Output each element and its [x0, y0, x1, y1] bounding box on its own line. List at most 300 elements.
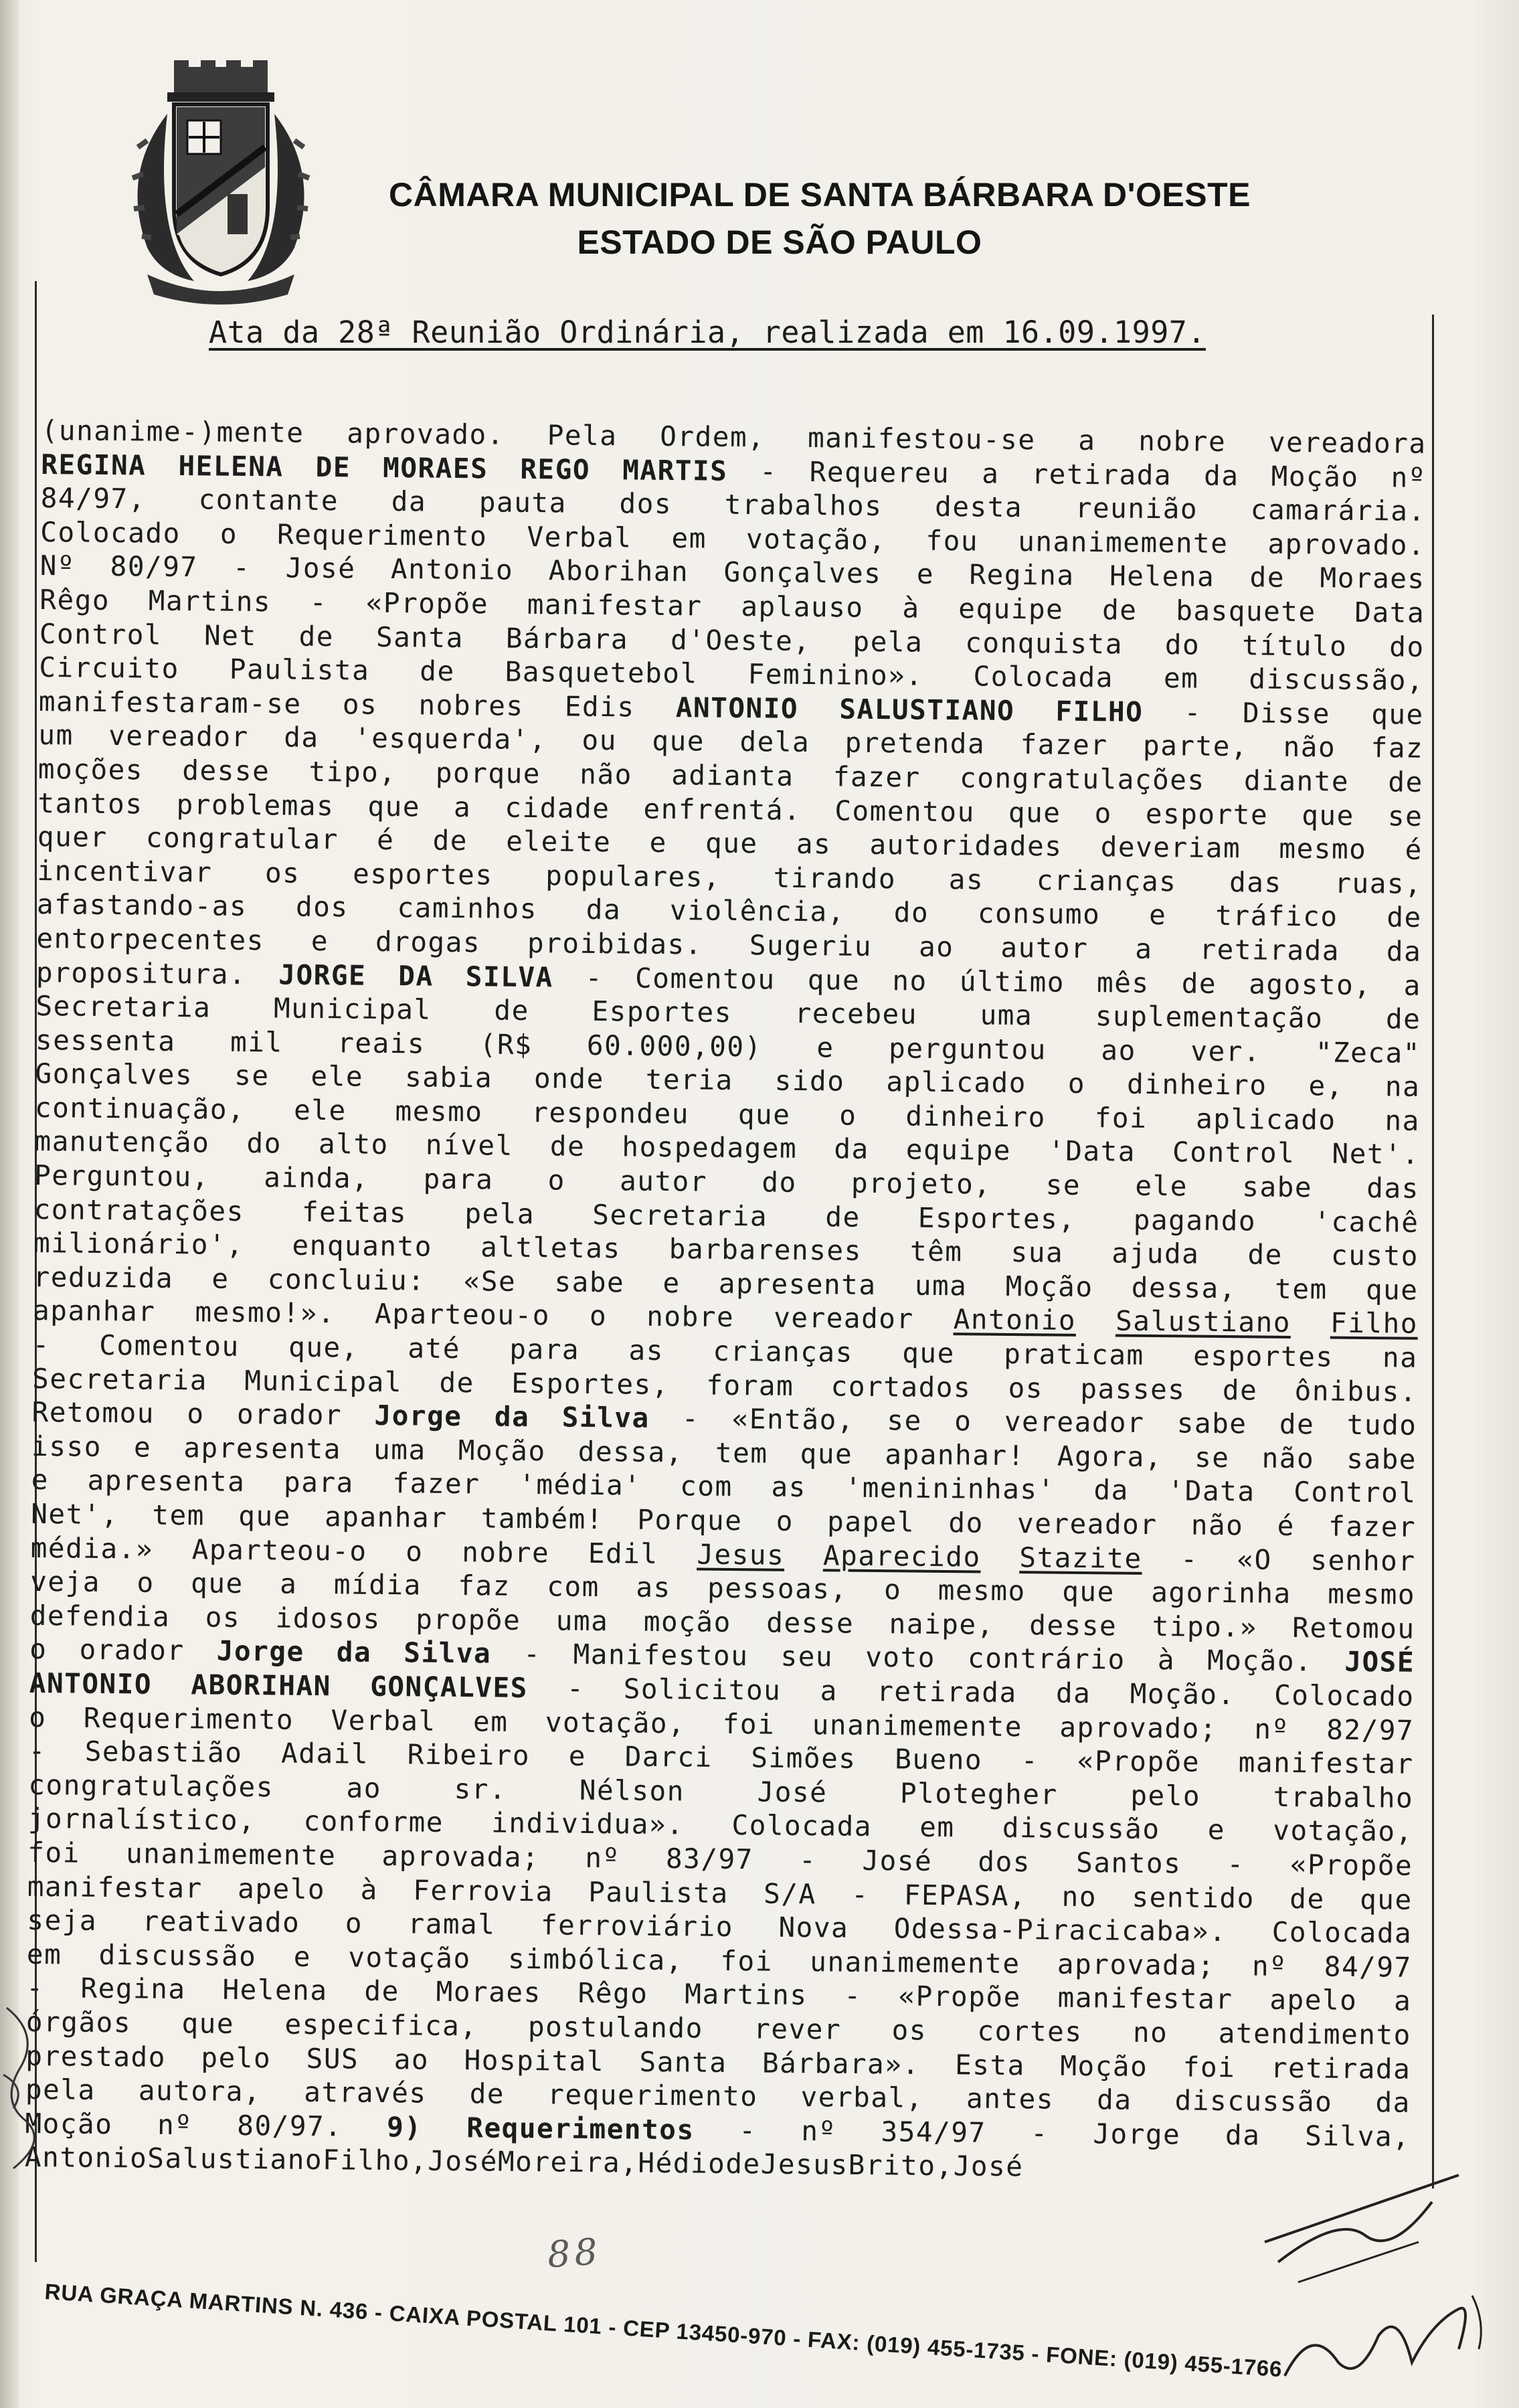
- word: do: [246, 1127, 282, 1160]
- word: proibidas.: [527, 926, 703, 961]
- word: da: [1055, 1676, 1091, 1710]
- word: mesmo: [937, 1574, 1026, 1608]
- word: Moção: [1271, 460, 1359, 493]
- word: a: [1403, 969, 1422, 1002]
- word: Filho,: [322, 2144, 428, 2177]
- word: vereador: [1016, 1507, 1158, 1541]
- word: -: [566, 1672, 585, 1705]
- institution-name: CÂMARA MUNICIPAL DE SANTA BÁRBARA D'OESTE: [389, 176, 1251, 213]
- word: faz: [1370, 732, 1424, 765]
- word: se: [234, 1059, 270, 1092]
- word: mesmo: [1279, 832, 1367, 866]
- word: mesmo!».: [195, 1296, 336, 1330]
- word: Colocada: [973, 660, 1114, 694]
- word: mesmo: [395, 1094, 483, 1128]
- bold-name: MORAES: [382, 451, 488, 485]
- word: que,: [288, 1330, 359, 1364]
- word: vereador: [1004, 1405, 1145, 1440]
- word: postulando: [527, 2010, 704, 2045]
- word: violência,: [669, 894, 846, 928]
- word: propositura.: [35, 956, 247, 991]
- word: sabia: [404, 1061, 493, 1094]
- word: Santa: [375, 620, 464, 654]
- word: Paulista: [229, 653, 370, 687]
- word: das: [1366, 1172, 1420, 1205]
- word: parte,: [1142, 729, 1249, 763]
- word: e: [1148, 899, 1167, 932]
- word: Ribeiro: [407, 1738, 531, 1772]
- word: populares,: [545, 859, 721, 893]
- word: porque: [435, 756, 541, 790]
- word: Regina: [80, 1972, 186, 2006]
- word: Comentou: [634, 962, 776, 996]
- word: «Propõe: [898, 1980, 1022, 2014]
- word: requerimento: [547, 2078, 758, 2113]
- word: que: [181, 2007, 235, 2040]
- word: o: [776, 1504, 794, 1537]
- word: pela: [853, 625, 923, 659]
- word: ou: [582, 724, 618, 757]
- word: de: [1247, 1238, 1283, 1272]
- word: e: [293, 1940, 312, 1973]
- word: Darci: [624, 1740, 713, 1774]
- word: e: [568, 1739, 587, 1773]
- word: reunião: [1075, 492, 1198, 525]
- word: Esportes,: [917, 1201, 1076, 1235]
- word: que: [652, 725, 705, 758]
- word: Nélson: [579, 1774, 685, 1808]
- word: Agora,: [1057, 1440, 1163, 1473]
- word: que: [1008, 796, 1061, 829]
- word: uma: [555, 1604, 609, 1637]
- bold-name: Requerimentos: [466, 2111, 695, 2146]
- word: Moção: [1005, 1270, 1093, 1303]
- word: d'Oeste,: [670, 623, 811, 657]
- word: Bueno: [894, 1743, 983, 1776]
- word: a: [820, 1674, 838, 1707]
- word: Esta: [954, 2048, 1026, 2081]
- word: sr.: [454, 1772, 507, 1806]
- word: com: [679, 1470, 733, 1503]
- word: do: [1389, 630, 1425, 663]
- word: Colocada: [731, 1809, 873, 1843]
- word: ao: [918, 930, 954, 964]
- word: "Zeca": [1315, 1036, 1421, 1069]
- word: Manifestou: [573, 1638, 749, 1672]
- word: 354/97: [881, 2115, 986, 2149]
- word: votação,: [1273, 1814, 1413, 1848]
- word: continuação,: [34, 1091, 246, 1126]
- word: em: [472, 1705, 509, 1738]
- word: pessoas,: [707, 1571, 848, 1606]
- word: da: [283, 721, 319, 754]
- word: Nº: [39, 549, 76, 582]
- word: cortes: [977, 2014, 1083, 2048]
- word: problemas: [176, 788, 335, 822]
- word: aplicado: [1195, 1102, 1336, 1136]
- word: nº: [801, 2114, 836, 2148]
- word: os: [891, 2014, 927, 2047]
- word: autor: [619, 1165, 708, 1198]
- word: em: [1163, 662, 1199, 695]
- word: manifestou-se: [807, 421, 1036, 456]
- word: o: [406, 1535, 424, 1568]
- word: equipe: [905, 1133, 1012, 1167]
- word: FEPASA,: [903, 1879, 1027, 1912]
- word: autora,: [138, 2074, 262, 2108]
- word: 'Data: [1167, 1474, 1255, 1508]
- word: reduzida: [33, 1260, 174, 1294]
- word: um: [38, 719, 74, 752]
- word: fazer: [1328, 1510, 1417, 1543]
- word: média.»: [30, 1531, 154, 1565]
- word: a: [1078, 424, 1096, 457]
- word: Secretaria: [35, 990, 211, 1024]
- word: sabe: [554, 1266, 625, 1299]
- word: congratular: [145, 821, 339, 856]
- word: verbal,: [800, 2081, 924, 2114]
- word: ao: [1101, 1033, 1137, 1067]
- word: nº: [157, 2108, 193, 2141]
- word: foi: [1182, 2050, 1236, 2083]
- word: perguntou: [888, 1031, 1047, 1066]
- word: S/A: [763, 1877, 816, 1910]
- word: Esportes,: [511, 1367, 670, 1401]
- word: na: [1384, 1070, 1421, 1104]
- word: -: [1031, 2116, 1049, 2150]
- word: SUS: [306, 2042, 359, 2075]
- word: alto: [318, 1128, 389, 1161]
- word: manifestar: [27, 1870, 203, 1904]
- word: uma: [980, 999, 1033, 1032]
- word: apanhar!: [885, 1438, 1026, 1472]
- word: nível: [425, 1129, 514, 1163]
- word: de: [420, 655, 455, 688]
- bold-name: REGO: [520, 452, 591, 486]
- word: apelo: [237, 1872, 326, 1905]
- word: Salustiano: [147, 2142, 323, 2176]
- right-margin-rule: [1432, 315, 1434, 2188]
- word: Feminino».: [747, 658, 923, 692]
- word: pela: [25, 2073, 96, 2106]
- word: 60.000,00): [586, 1029, 763, 1063]
- word: nº: [585, 1841, 620, 1875]
- word: Municipal: [273, 992, 432, 1026]
- word: também!: [480, 1502, 604, 1536]
- word: manifestar: [1238, 1746, 1414, 1780]
- word: Solicitou: [623, 1672, 782, 1707]
- word: pelo: [201, 2041, 272, 2074]
- word: quer: [37, 821, 108, 854]
- word: milionário',: [33, 1227, 244, 1262]
- word: Verbal: [331, 1703, 436, 1737]
- underlined-name: Salustiano: [1115, 1304, 1291, 1339]
- word: nobre: [646, 1300, 735, 1334]
- word: dos: [619, 487, 673, 521]
- word: crianças: [713, 1335, 854, 1369]
- word: barbarenses: [668, 1233, 863, 1268]
- word: último: [959, 964, 1065, 999]
- word: e,: [1308, 1069, 1344, 1103]
- word: Martins: [685, 1978, 808, 2012]
- word: tem: [715, 1436, 768, 1470]
- word: foram: [706, 1369, 794, 1402]
- word: o: [29, 1633, 48, 1666]
- word: o: [1067, 1067, 1086, 1100]
- word: -: [309, 586, 328, 619]
- word: altletas: [480, 1231, 621, 1265]
- word: dos: [295, 890, 349, 924]
- word: antes: [966, 2082, 1055, 2116]
- word: trabalhos: [724, 488, 883, 523]
- word: Net'.: [1332, 1138, 1420, 1171]
- word: fazer: [1020, 728, 1108, 762]
- word: «O: [1237, 1543, 1272, 1576]
- margin-signature-icon: [0, 1994, 54, 2195]
- word: apresenta: [87, 1464, 246, 1498]
- word: voto: [865, 1641, 936, 1674]
- word: através: [304, 2075, 427, 2110]
- word: o: [219, 517, 238, 550]
- word: foi: [720, 1944, 774, 1978]
- word: é: [1277, 1509, 1295, 1543]
- word: manifestar: [1057, 1982, 1233, 2016]
- word: Bárbara».: [762, 2046, 920, 2081]
- word: que: [807, 963, 861, 997]
- word: -: [232, 551, 251, 584]
- bold-name: DA: [398, 959, 434, 993]
- word: aprovada;: [1057, 1948, 1215, 1982]
- word: -: [798, 1843, 817, 1877]
- word: desse: [1029, 1609, 1118, 1642]
- word: unanimemente: [812, 1708, 1023, 1743]
- word: à: [1157, 1644, 1176, 1676]
- word: idosos: [275, 1602, 381, 1635]
- word: equipe: [958, 592, 1064, 626]
- word: o: [547, 1164, 566, 1197]
- word: recebeu: [794, 997, 918, 1031]
- word: ruas,: [1334, 867, 1423, 900]
- word: em: [671, 521, 707, 555]
- word: esporte: [1145, 797, 1269, 831]
- word: Verbal: [527, 520, 632, 554]
- bold-name: JOSÉ: [1344, 1646, 1415, 1679]
- word: não: [579, 758, 633, 791]
- word: Sebastião: [84, 1735, 243, 1770]
- word: pelo: [1130, 1779, 1201, 1812]
- word: da: [1093, 1474, 1130, 1507]
- word: Bárbara: [505, 622, 629, 655]
- word: de: [432, 824, 468, 857]
- word: de: [1385, 1003, 1421, 1035]
- word: 80/97.: [237, 2109, 343, 2143]
- word: «Propõe: [365, 586, 489, 620]
- word: tudo: [1346, 1409, 1417, 1442]
- word: agosto,: [1248, 967, 1372, 1001]
- word: Pela: [547, 419, 618, 452]
- word: título: [1241, 628, 1348, 663]
- bold-name: Jorge: [374, 1399, 462, 1433]
- word: à: [902, 592, 920, 624]
- word: dela: [739, 725, 810, 759]
- bold-name: JORGE: [278, 958, 367, 992]
- word: sua: [1010, 1236, 1064, 1269]
- word: e: [662, 1266, 681, 1300]
- word: -: [739, 2114, 757, 2147]
- word: nº: [1254, 1713, 1290, 1745]
- word: rever: [753, 2012, 842, 2046]
- word: de: [549, 1130, 586, 1163]
- word: congratulações: [959, 762, 1205, 796]
- word: deveriam: [1100, 831, 1241, 865]
- word: Aborihan: [548, 554, 689, 588]
- word: da: [391, 485, 427, 518]
- word: desse: [766, 1606, 855, 1640]
- word: prestado: [25, 2039, 167, 2073]
- word: de: [298, 620, 335, 653]
- bold-name: DE: [315, 450, 351, 484]
- word: tirando: [773, 861, 897, 895]
- word: a: [453, 790, 472, 823]
- word: agorinha: [1151, 1576, 1291, 1610]
- word: foi: [1094, 1102, 1148, 1134]
- word: -: [851, 1878, 869, 1911]
- word: as: [628, 1334, 664, 1367]
- bold-name: REGINA: [41, 448, 147, 482]
- word: Brito,: [848, 2148, 954, 2182]
- word: isso: [31, 1430, 102, 1463]
- word: da: [1225, 2118, 1261, 2152]
- word: não: [1283, 731, 1336, 764]
- word: orador: [79, 1634, 185, 1667]
- word: de: [1279, 1408, 1315, 1441]
- word: -: [26, 1972, 44, 2004]
- word: naipe,: [889, 1608, 995, 1641]
- word: dinheiro: [1126, 1067, 1267, 1102]
- word: apanhar: [32, 1294, 156, 1328]
- word: sido: [774, 1064, 845, 1098]
- word: Paulista: [588, 1875, 729, 1909]
- word: e: [916, 557, 935, 591]
- word: Antonio: [24, 2141, 148, 2174]
- word: Edil: [588, 1537, 658, 1570]
- word: fou: [925, 524, 979, 557]
- word: atendimento: [1218, 2016, 1412, 2051]
- word: apresenta: [718, 1267, 877, 1301]
- word: e: [211, 1262, 230, 1295]
- word: sentido: [1132, 1881, 1255, 1915]
- word: pagando: [1133, 1203, 1257, 1237]
- word: respondeu: [531, 1096, 690, 1130]
- word: Martins: [148, 584, 272, 618]
- word: «Se: [463, 1264, 517, 1298]
- word: votação: [348, 1941, 471, 1974]
- word: Helena: [1109, 560, 1215, 594]
- word: senhor: [1310, 1543, 1416, 1577]
- word: desta: [934, 491, 1023, 524]
- word: Control: [1293, 1476, 1417, 1510]
- word: nº: [1391, 460, 1427, 494]
- word: ele: [293, 1094, 347, 1127]
- word: em: [919, 1811, 955, 1844]
- word: basquete: [1175, 594, 1316, 628]
- bold-name: HELENA: [178, 449, 284, 483]
- word: propõe: [415, 1603, 521, 1636]
- word: pela: [464, 1197, 535, 1230]
- word: da: [834, 1132, 869, 1166]
- word: «Propõe: [1077, 1745, 1200, 1778]
- word: Regina: [969, 558, 1075, 592]
- word: Requerimento: [276, 518, 488, 553]
- word: -: [760, 454, 778, 488]
- word: órgãos: [25, 2005, 132, 2039]
- bold-name: ABORIHAN: [191, 1668, 332, 1703]
- underlined-name: Antonio: [953, 1303, 1077, 1337]
- word: eleite: [506, 825, 612, 859]
- word: Comentou: [99, 1328, 240, 1363]
- word: os: [1008, 1371, 1044, 1405]
- word: se: [1387, 799, 1423, 833]
- word: aplauso: [741, 590, 864, 624]
- word: em: [26, 1938, 62, 1971]
- word: que: [902, 1337, 956, 1370]
- word: Simões: [751, 1741, 857, 1775]
- word: fazer: [832, 760, 921, 794]
- word: dessa,: [577, 1435, 684, 1469]
- word: para: [283, 1466, 354, 1499]
- word: os: [264, 856, 300, 889]
- word: suplementação: [1095, 1000, 1324, 1035]
- word: papel: [826, 1505, 915, 1539]
- word: Perguntou,: [33, 1159, 210, 1193]
- bold-name: da: [494, 1400, 530, 1434]
- word: manifestar: [527, 588, 703, 622]
- bold-name: Silva: [404, 1636, 492, 1670]
- word: que: [1359, 1883, 1413, 1916]
- word: nobres: [418, 689, 524, 722]
- word: o: [137, 1566, 155, 1599]
- word: o: [839, 1099, 857, 1132]
- word: Control: [1172, 1136, 1295, 1170]
- word: 'menininhas': [844, 1472, 1055, 1507]
- word: que: [190, 1567, 244, 1600]
- word: discussão: [1174, 2084, 1333, 2118]
- bold-name: FILHO: [1055, 695, 1144, 728]
- word: retirada: [1031, 457, 1172, 491]
- word: 'esquerda',: [353, 721, 547, 756]
- word: o: [187, 1397, 205, 1430]
- word: à: [360, 1873, 379, 1906]
- word: Jorge: [1093, 2117, 1181, 2151]
- word: seu: [780, 1640, 834, 1673]
- word: especifica,: [284, 2008, 478, 2043]
- word: é: [1405, 833, 1423, 866]
- word: aprovada;: [381, 1839, 540, 1874]
- word: -: [844, 1979, 862, 2012]
- word: Data: [1354, 596, 1425, 629]
- word: as: [948, 863, 984, 896]
- word: Ferrovia: [413, 1873, 553, 1907]
- word: de: [725, 2148, 761, 2180]
- word: crianças: [1036, 864, 1177, 898]
- minutes-body: [25, 414, 1427, 2188]
- word: que: [1302, 798, 1355, 832]
- word: de: [1289, 1882, 1325, 1915]
- word: Rêgo: [577, 1977, 648, 2010]
- word: caminhos: [397, 891, 538, 926]
- word: mídia: [333, 1568, 422, 1602]
- word: 'Data: [1047, 1134, 1136, 1169]
